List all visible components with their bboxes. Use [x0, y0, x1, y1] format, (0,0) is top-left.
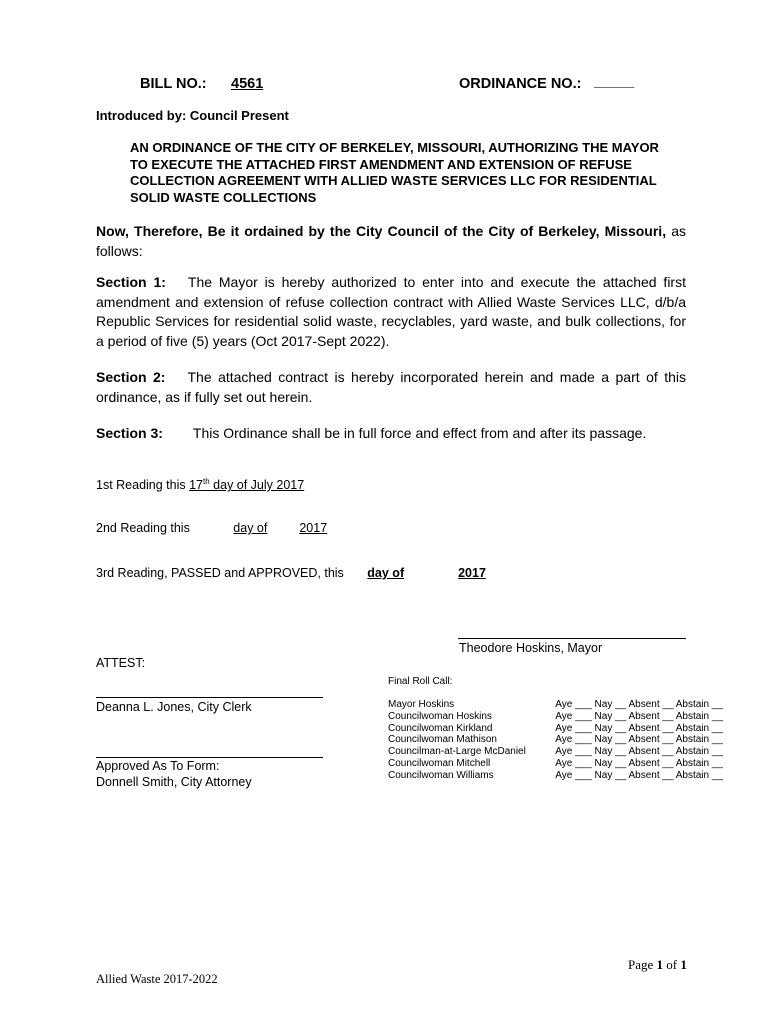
roll-call-member: Councilwoman Williams: [388, 769, 494, 781]
second-reading-day-of: day of: [233, 521, 268, 535]
section-2: [96, 368, 686, 407]
third-reading-year: 2017: [458, 566, 486, 580]
roll-call-row: [388, 734, 723, 746]
page-number: Page 1 of 1: [628, 957, 687, 972]
second-reading: [96, 521, 327, 535]
roll-call-row: [388, 746, 723, 758]
ordinance-title: AN ORDINANCE OF THE CITY OF BERKELEY, MISSOURI, AUTHORIZING THE MAYOR TO EXECUTE THE ATTACHED FIRST AMENDMENT AND EXTENSION OF REFUSE COLLECTION AGREEMENT WITH ALLIED WASTE SERVICES LLC FOR RESIDENTIAL SOLID WASTE COLLECTIONS: [130, 140, 659, 205]
roll-call-table: [388, 699, 723, 782]
roll-call-vote: Aye ___ Nay __ Absent __ Abstain __: [555, 757, 723, 769]
roll-call-vote: Aye ___ Nay __ Absent __ Abstain __: [555, 734, 723, 746]
ordinance-number-label: ORDINANCE NO.:: [459, 76, 582, 92]
section-3-text: This Ordinance shall be in full force and effect from and after its passage.: [192, 425, 647, 441]
mayor-name: Theodore Hoskins, Mayor: [459, 641, 603, 655]
mayor-signature-line: [458, 638, 686, 639]
third-reading-day-of: day of: [367, 566, 405, 580]
roll-call-vote: Aye ___ Nay __ Absent __ Abstain __: [555, 699, 723, 710]
attorney-name: Donnell Smith, City Attorney: [96, 775, 252, 789]
roll-call-member: Councilman-at-Large McDaniel: [388, 746, 526, 758]
roll-call-member: Councilwoman Mathison: [388, 734, 497, 746]
preamble-rest: as follows:: [96, 223, 686, 259]
roll-call-member: Councilwoman Kirkland: [388, 722, 493, 734]
approved-as-to-form: Approved As To Form:: [96, 759, 220, 773]
third-reading-prefix: 3rd Reading, PASSED and APPROVED, this: [96, 566, 348, 580]
roll-call-member: Councilwoman Hoskins: [388, 710, 492, 722]
bill-number-value: 4561: [231, 76, 264, 92]
ordinance-number-blank: _____: [594, 74, 635, 90]
roll-call-row: [388, 711, 723, 723]
introduced-by: Introduced by: Council Present: [96, 108, 289, 123]
attorney-signature-line: [96, 757, 323, 758]
section-1-label: Section 1:: [96, 274, 166, 290]
section-1-text: The Mayor is hereby authorized to enter into and execute the attached first amendment and extension of refuse collection contract with Allied Waste Services LLC, d/b/a Republic Services for residential solid waste, recyclables, yard waste, and bulk collections, for a period of five (5) years (Oct 2017-Sept 2022).: [96, 274, 686, 349]
preamble: [96, 222, 686, 261]
bill-number-label: BILL NO.:: [140, 76, 207, 92]
section-2-text: The attached contract is hereby incorporated herein and made a part of this ordinance, as if fully set out herein.: [96, 369, 686, 405]
first-reading-date: 17th day of July 2017: [189, 477, 305, 493]
section-1: [96, 273, 686, 351]
roll-call-row: [388, 723, 723, 735]
roll-call-member: Mayor Hoskins: [388, 699, 455, 710]
roll-call-title: Final Roll Call:: [388, 676, 453, 687]
roll-call-row: [388, 699, 723, 711]
clerk-signature-line: [96, 697, 323, 698]
clerk-name: Deanna L. Jones, City Clerk: [96, 700, 252, 714]
roll-call-row: [388, 758, 723, 770]
second-reading-year: 2017: [299, 521, 328, 535]
roll-call-member: Councilwoman Mitchell: [388, 757, 491, 769]
section-3-label: Section 3:: [96, 425, 163, 441]
section-3: [96, 424, 686, 444]
third-reading: [96, 566, 486, 580]
roll-call-vote: Aye ___ Nay __ Absent __ Abstain __: [555, 769, 723, 781]
preamble-bold: Now, Therefore, Be it ordained by the City Council of the City of Berkeley, Missouri,: [96, 223, 667, 239]
roll-call-vote: Aye ___ Nay __ Absent __ Abstain __: [555, 722, 723, 734]
roll-call-vote: Aye ___ Nay __ Absent __ Abstain __: [555, 746, 723, 758]
first-reading: [96, 477, 304, 492]
roll-call-row: [388, 770, 723, 782]
roll-call-vote: Aye ___ Nay __ Absent __ Abstain __: [555, 710, 723, 722]
second-reading-prefix: 2nd Reading this: [96, 521, 194, 535]
first-reading-prefix: 1st Reading this: [96, 478, 190, 493]
attest-label: ATTEST:: [96, 656, 146, 670]
footer-doc-label: Allied Waste 2017-2022: [96, 972, 218, 986]
section-2-label: Section 2:: [96, 369, 166, 385]
